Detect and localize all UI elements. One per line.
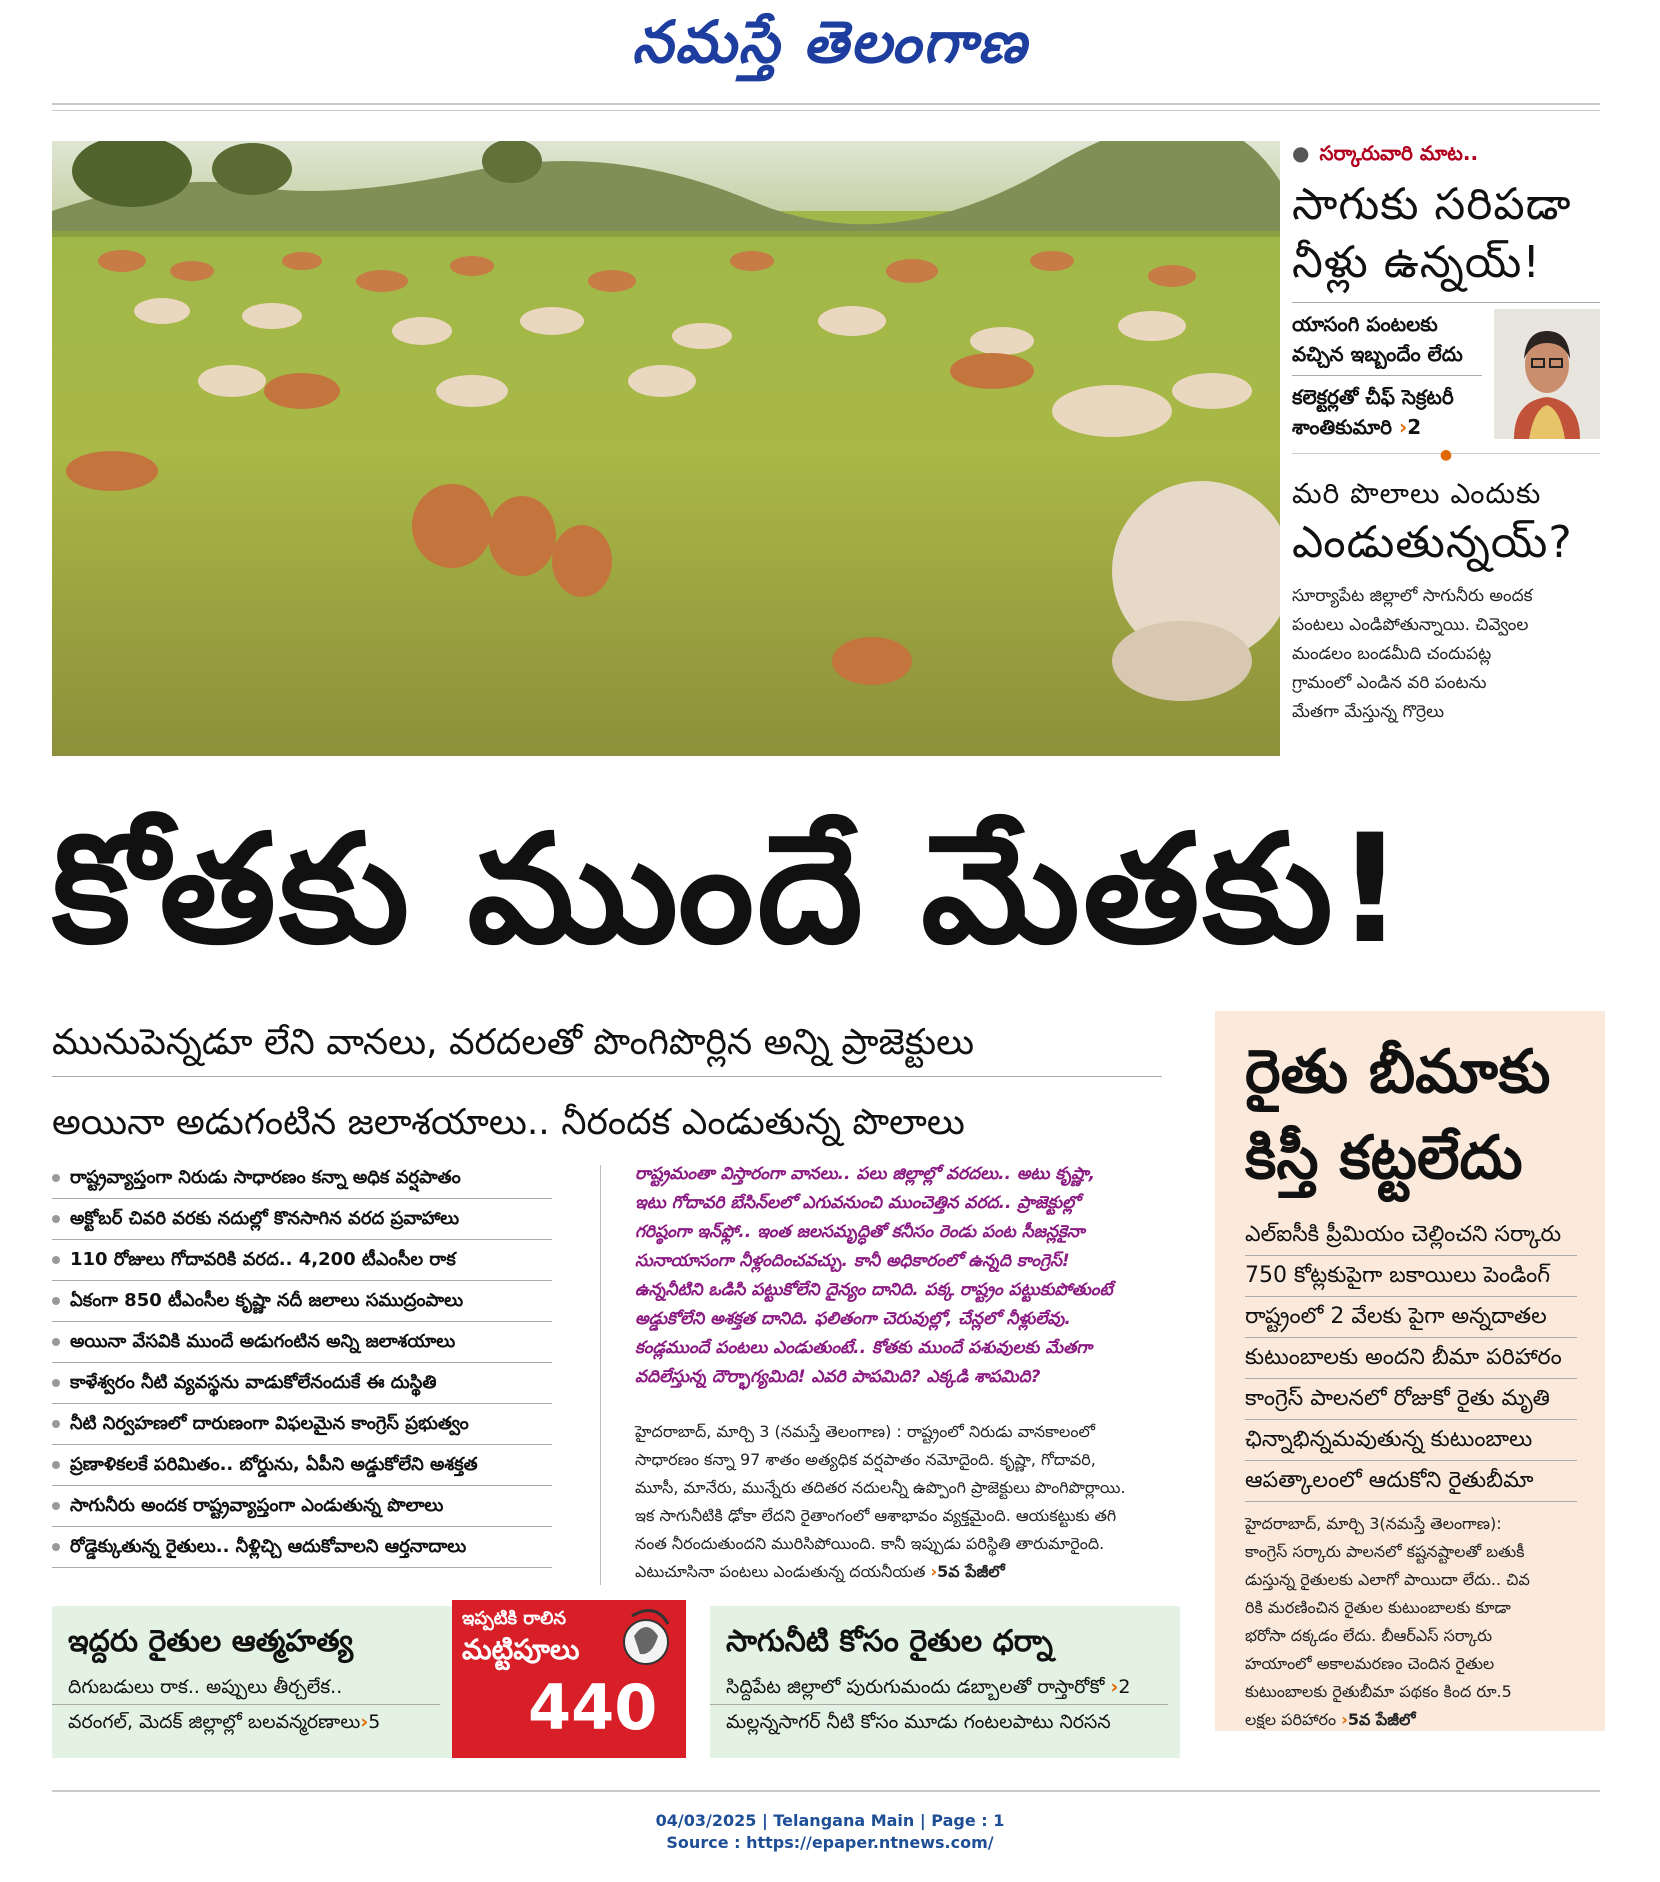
list-item	[52, 1363, 552, 1404]
bullet-text: అయినా వేసవికి ముందే అడుగంటిన అన్ని జలాశయాలు	[70, 1331, 456, 1352]
page-footer	[0, 1810, 1660, 1854]
bullet-dot	[52, 1379, 60, 1387]
list-item	[52, 1527, 552, 1568]
cs-sub1-line2: వచ్చిన ఇబ్బందేం లేదు	[1292, 339, 1482, 376]
cs-sub2-line1: కలెక్టర్లతో చీఫ్ సెక్రటరీ	[1292, 385, 1454, 409]
deck-line2: అయినా అడుగంటిన జలాశయాలు.. నీరందక ఎండుతున్న పొలాలు	[52, 1102, 965, 1143]
story-line: డుస్తున్న రైతులకు ఎలాగో పాయిదా లేదు.. చివ	[1245, 1570, 1530, 1589]
intro-line: రాష్ట్రమంతా విస్తారంగా వానలు.. పలు జిల్లాల్లో వరదలు.. అటు కృష్ణా,	[635, 1164, 1096, 1184]
bullet-text: 110 రోజులు గోదావరికి వరద.. 4,200 టీఎంసీల రాక	[70, 1249, 456, 1270]
bullet-dot	[52, 1543, 60, 1551]
suicide-ref[interactable]: 5	[368, 1711, 381, 1733]
column-divider	[600, 1165, 601, 1585]
source-link[interactable]: Source : https://epaper.ntnews.com/	[666, 1833, 994, 1852]
dharna-headline: సాగునీటి కోసం రైతుల ధర్నా	[726, 1624, 1053, 1659]
edition-info: 04/03/2025 | Telangana Main | Page : 1	[655, 1811, 1005, 1830]
official-portrait	[1494, 309, 1600, 439]
divider-dot: ●	[1292, 453, 1600, 456]
suicide-subhead1: దిగుబడులు రాక.. అప్పులు తీర్చలేక..	[52, 1670, 440, 1705]
bullet-text: కాళేశ్వరం నీటి వ్యవస్థను వాడుకోలేనందుకే ఈ దుస్థితి	[70, 1372, 437, 1393]
cs-subtext	[1292, 303, 1482, 442]
insurance-subheads	[1215, 1215, 1605, 1502]
sidebar-headline	[1292, 176, 1600, 292]
intro-line: కండ్లముందే పంటలు ఎండుతుంటే.. కోతకు ముందే పశువులకు మేతగా	[635, 1338, 1093, 1358]
lead-photo	[52, 141, 1280, 756]
caption-line: గ్రామంలో ఎండిన వరి పంటను	[1292, 673, 1487, 693]
bullet-list	[52, 1158, 552, 1568]
bullet-dot	[52, 1297, 60, 1305]
insurance-story-box	[1215, 1011, 1605, 1731]
mourning-icon	[612, 1606, 676, 1686]
insurance-last-line	[1245, 1706, 1577, 1734]
story-line: మూసీ, మానేరు, మున్నేరు తదితర నదులన్నీ ఉప్పొంగి ప్రాజెక్టులు పొంగిపొర్లాయి.	[635, 1478, 1126, 1497]
story-line: ఎటుచూసినా పంటలు ఎండుతున్న దయనీయత	[635, 1562, 926, 1581]
dharna-subhead1-wrap	[710, 1670, 1168, 1705]
dharna-ref[interactable]: 2	[1118, 1676, 1131, 1698]
main-headline: కోతకు ముందే మేతకు!	[52, 803, 1408, 977]
sheep-grazing-photo	[52, 141, 1280, 756]
story-line: నంత నీరందుతుందని మురిసిపోయింది. కానీ ఇప్పుడు పరిస్థితి తారుమారైంది.	[635, 1534, 1105, 1553]
insurance-subhead: ఛిన్నాభిన్నమవుతున్న కుటుంబాలు	[1245, 1420, 1577, 1461]
wilted-flower-icon	[612, 1606, 676, 1686]
insurance-subhead: ఆపత్కాలంలో ఆదుకోని రైతుబీమా	[1245, 1461, 1577, 1502]
bullet-dot	[52, 1461, 60, 1469]
story-line: హైదరాబాద్, మార్చి 3 (నమస్తే తెలంగాణ) : రాష్ట్రంలో నిరుడు వానకాలంలో	[635, 1422, 1095, 1441]
continued-link[interactable]: 5వ పేజీలో	[1347, 1710, 1416, 1729]
footer-rule	[52, 1790, 1600, 1792]
dharna-subhead2: మల్లన్నసాగర్ నీటి కోసం మూడు గంటలపాటు నిరసన	[726, 1711, 1111, 1733]
bullet-text: సాగునీరు అందక రాష్ట్రవ్యాప్తంగా ఎండుతున్న పొలాలు	[70, 1495, 444, 1516]
insurance-subhead: కుటుంబాలకు అందని బీమా పరిహారం	[1245, 1338, 1577, 1379]
bullet-dot	[52, 1215, 60, 1223]
intro-line: ఇటు గోదావరి బేసిన్‌లలో ఎగువనుంచి ముంచెత్తిన వరద.. ప్రాజెక్టుల్లో	[635, 1193, 1080, 1213]
bullet-dot	[52, 1256, 60, 1264]
question-line1: మరి పొలాలు ఎందుకు	[1292, 477, 1542, 510]
story-line: ఇక సాగునీటికి ఢోకా లేదని రైతాంగంలో ఆశాభావం వ్యక్తమైంది. ఆయకట్టుకు తగి	[635, 1506, 1117, 1525]
caption-line: మండలం బండమీది చందుపట్ల	[1292, 644, 1492, 664]
bullet-text: రాష్ట్రవ్యాప్తంగా నిరుడు సాధారణం కన్నా అధిక వర్షపాతం	[70, 1167, 461, 1188]
dharna-subhead1: సిద్దిపేట జిల్లాలో పురుగుమందు డబ్బాలతో రాస్తారోకో	[726, 1676, 1105, 1698]
bullet-text: ఏకంగా 850 టీఎంసీల కృష్ణా నదీ జలాలు సముద్రంపాలు	[70, 1290, 464, 1311]
lead-story-body	[635, 1418, 1165, 1586]
question-line2: ఎండుతున్నయ్?	[1292, 517, 1573, 568]
masthead-rule	[52, 103, 1600, 105]
intro-line: అడ్డుకోలేని అశక్తత దానిది. ఫలితంగా చెరువుల్లో, చేన్లలో నీళ్లులేవు.	[635, 1309, 1071, 1329]
intro-line: సునాయాసంగా నీళ్లందించవచ్చు. కానీ అధికారంలో ఉన్నది కాంగ్రెస్!	[635, 1251, 1070, 1271]
cs-ref-page: 2	[1407, 415, 1422, 439]
cs-sub2-line2-wrap	[1292, 412, 1482, 442]
chevron-right-icon: ›	[1341, 1710, 1348, 1729]
story-line: హయాంలో అకాలమరణం చెందిన రైతుల	[1245, 1654, 1495, 1673]
caption-line: మేతగా మేస్తున్న గొర్రెలు	[1292, 702, 1445, 722]
sidebar-headline-line2: నీళ్లు ఉన్నయ్!	[1292, 237, 1541, 288]
bullet-text: నీటి నిర్వహణలో దారుణంగా విఫలమైన కాంగ్రెస్ ప్రభుత్వం	[70, 1413, 469, 1434]
bullet-dot	[52, 1174, 60, 1182]
insurance-story-body	[1245, 1510, 1577, 1734]
cs-sub1-line1: యాసంగి పంటలకు	[1292, 312, 1438, 336]
list-item	[52, 1158, 552, 1199]
bullet-dot: ●	[1292, 141, 1310, 165]
insurance-subhead: ఎల్ఐసీకి ప్రీమియం చెల్లించని సర్కారు	[1245, 1215, 1577, 1256]
list-item	[52, 1445, 552, 1486]
list-item	[52, 1281, 552, 1322]
story-line: కాంగ్రెస్ సర్కారు పాలనలో కష్టనష్టాలతో బతుకీ	[1245, 1542, 1525, 1561]
photo-caption	[1292, 582, 1600, 727]
insurance-headline-line1: రైతు బీమాకు	[1245, 1037, 1551, 1107]
bullet-dot	[52, 1420, 60, 1428]
toll-label1: ఇప్పటికి రాలిన	[462, 1608, 566, 1629]
toll-count: 440	[528, 1671, 658, 1744]
cs-sub2-line2: శాంతికుమారి	[1292, 415, 1392, 439]
list-item	[52, 1240, 552, 1281]
story-last-line	[635, 1558, 1165, 1586]
kicker-text: సర్కారువారి మాట..	[1319, 141, 1479, 165]
story-line: రికి మరణించిన రైతుల కుటుంబాలకు కూడా	[1245, 1598, 1511, 1617]
cs-block	[1292, 302, 1600, 443]
masthead	[0, 0, 1660, 100]
bullet-text: ప్రణాళికలకే పరిమితం.. బోర్డును, ఏపీని అడ్డుకోలేని అశక్తత	[70, 1454, 478, 1475]
suicide-subhead2: వరంగల్, మెదక్ జిల్లాల్లో బలవన్మరణాలు	[68, 1711, 361, 1733]
insurance-subhead: కాంగ్రెస్ పాలనలో రోజుకో రైతు మృతి	[1245, 1379, 1577, 1420]
intro-line: వదిలేస్తున్న దౌర్భాగ్యమిది! ఎవరి పాపమిది? ఎక్కడి శాపమిది?	[635, 1367, 1041, 1387]
newspaper-logo: నమస్తే తెలంగాణ	[632, 8, 1028, 76]
deck-line1: మునుపెన్నడూ లేని వానలు, వరదలతో పొంగిపొర్లిన అన్ని ప్రాజెక్టులు	[52, 1018, 1162, 1077]
story-line: భరోసా దక్కడం లేదు. బీఆర్‌ఎస్ సర్కారు	[1245, 1626, 1493, 1645]
story-line: లక్షల పరిహారం	[1245, 1710, 1337, 1729]
intro-paragraph	[635, 1160, 1135, 1392]
intro-line: ఉన్ననీటిని ఒడిసి పట్టుకోలేని దైన్యం దానిది. పక్క రాష్ట్రం పట్టుకుపోతుంటే	[635, 1280, 1113, 1300]
list-item	[52, 1199, 552, 1240]
intro-line: గరిష్ఠంగా ఇన్‌ఫ్లో.. ఇంత జలసమృద్ధితో కనీసం రెండు పంట సీజన్లకైనా	[635, 1222, 1085, 1242]
list-item	[52, 1322, 552, 1363]
chevron-right-icon: ›	[1398, 415, 1408, 439]
sidebar-story	[1292, 141, 1600, 751]
masthead-rule-thin	[52, 110, 1600, 111]
sidebar-headline-line1: సాగుకు సరిపడా	[1292, 179, 1572, 230]
bullet-text: రోడ్డెక్కుతున్న రైతులు.. నీళ్లిచ్చి ఆదుకోవాలని ఆర్తనాదాలు	[70, 1536, 467, 1557]
toll-label2: మట్టిపూలు	[462, 1633, 580, 1666]
insurance-subhead: రాష్ట్రంలో 2 వేలకు పైగా అన్నదాతల	[1245, 1297, 1577, 1338]
chevron-right-icon: ›	[1110, 1676, 1119, 1698]
chevron-right-icon: ›	[930, 1562, 938, 1581]
death-toll-box	[452, 1600, 686, 1758]
sidebar-kicker	[1292, 141, 1600, 170]
caption-line: సూర్యాపేట జిల్లాలో సాగునీరు అందక	[1292, 586, 1533, 606]
bullet-dot	[52, 1502, 60, 1510]
insurance-subhead: 750 కోట్లకుపైగా బకాయిలు పెండింగ్	[1245, 1256, 1577, 1297]
dharna-story-box	[710, 1606, 1180, 1758]
portrait-photo	[1494, 309, 1600, 439]
suicide-subhead2-wrap	[52, 1705, 440, 1739]
list-item	[52, 1486, 552, 1527]
caption-line: పంటలు ఎండిపోతున్నాయి. చివ్వెంల	[1292, 615, 1529, 635]
story-line: కుటుంబాలకు రైతుబీమా పథకం కింద రూ.5	[1245, 1682, 1512, 1701]
suicide-story-box	[52, 1606, 452, 1758]
list-item	[52, 1404, 552, 1445]
suicide-headline: ఇద్దరు రైతుల ఆత్మహత్య	[68, 1624, 354, 1659]
bullet-dot	[52, 1338, 60, 1346]
chevron-right-icon: ›	[360, 1711, 369, 1733]
story-line: హైదరాబాద్, మార్చి 3(నమస్తే తెలంగాణ):	[1245, 1514, 1502, 1533]
bullet-text: అక్టోబర్ చివరి వరకు నదుల్లో కొనసాగిన వరద ప్రవాహాలు	[70, 1208, 460, 1229]
continued-link[interactable]: 5వ పేజీలో	[937, 1562, 1005, 1581]
story-line: సాధారణం కన్నా 97 శాతం అత్యధిక వర్షపాతం నమోదైంది. కృష్ణా, గోదావరి,	[635, 1450, 1096, 1469]
insurance-headline-line2: కిస్తీ కట్టలేదు	[1245, 1123, 1523, 1193]
